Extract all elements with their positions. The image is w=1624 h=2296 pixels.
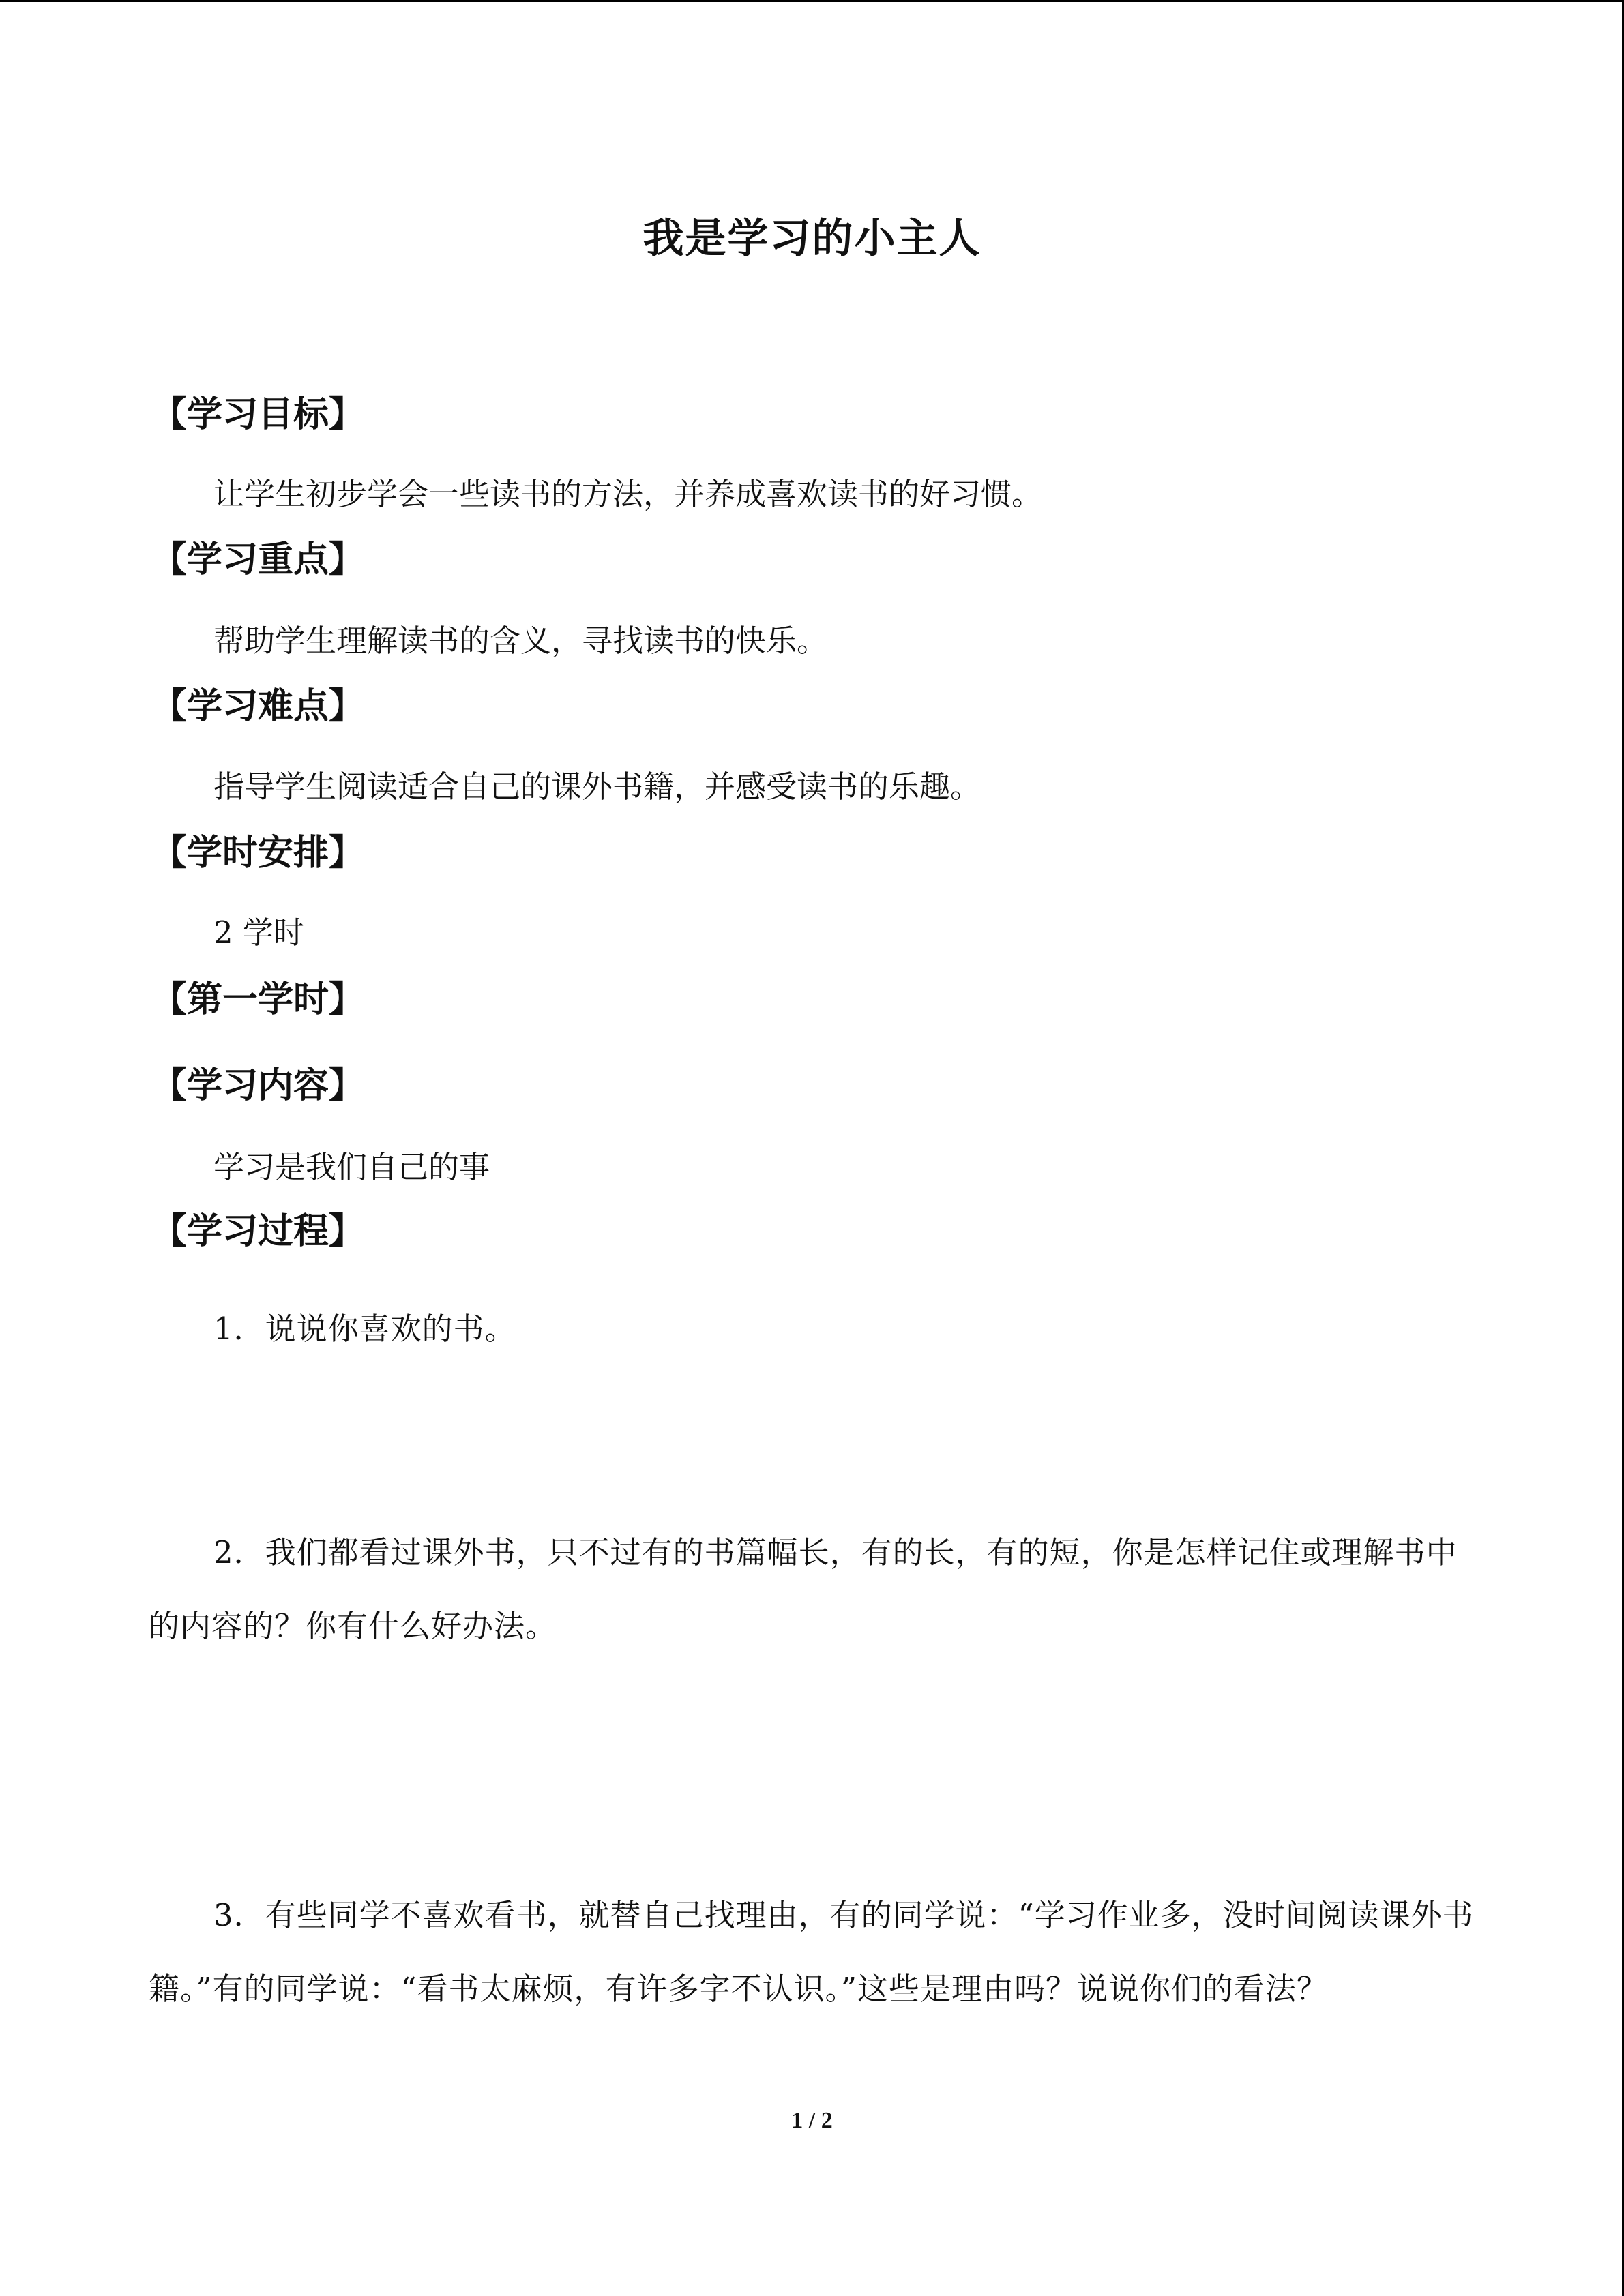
schedule-text: 2 学时 — [213, 914, 304, 951]
page-number: 1 / 2 — [791, 2108, 833, 2133]
heading-first-period: 【第一学时】 — [151, 979, 365, 1020]
heading-difficulties: 【学习难点】 — [151, 686, 365, 727]
heading-objectives: 【学习目标】 — [151, 394, 365, 435]
difficulties-text: 指导学生阅读适合自己的课外书籍，并感受读书的乐趣。 — [213, 769, 981, 805]
heading-schedule: 【学时安排】 — [151, 833, 365, 874]
objectives-text: 让学生初步学会一些读书的方法，并养成喜欢读书的好习惯。 — [213, 476, 1043, 512]
process-item: 2．我们都看过课外书，只不过有的书篇幅长，有的长，有的短，你是怎样记住或理解书中的内容的？你有什么好办法。 — [149, 1534, 1458, 1644]
heading-content: 【学习内容】 — [151, 1065, 365, 1106]
document-title: 我是学习的小主人 — [643, 215, 981, 263]
key-points-text: 帮助学生理解读书的含义，寻找读书的快乐。 — [213, 623, 828, 659]
heading-process: 【学习过程】 — [151, 1211, 365, 1252]
heading-key-points: 【学习重点】 — [151, 539, 365, 580]
process-item: 3．有些同学不喜欢看书，就替自己找理由，有的同学说：“学习作业多，没时间阅读课外书籍。”有的同学说：“看书太麻烦，有许多字不认识。”这些是理由吗？说说你们的看法？ — [149, 1897, 1474, 2007]
content-text: 学习是我们自己的事 — [213, 1149, 490, 1185]
process-item: 1．说说你喜欢的书。 — [213, 1311, 516, 1347]
